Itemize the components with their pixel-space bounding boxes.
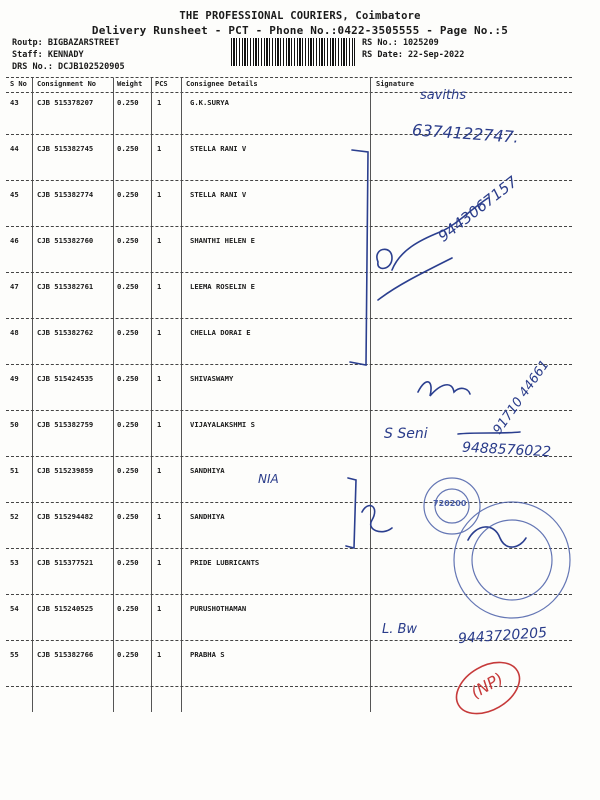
consignment-number: CJB 515382761 — [37, 282, 94, 291]
consignee-name: SANDHIYA — [190, 466, 225, 475]
consignment-number: CJB 515378207 — [37, 98, 94, 107]
handwritten-note: NIA — [258, 472, 279, 486]
weight-value: 0.250 — [117, 236, 139, 245]
consignment-number: CJB 515424535 — [37, 374, 94, 383]
consignment-number: CJB 515240525 — [37, 604, 94, 613]
handwritten-name: L. Bw — [382, 622, 418, 637]
weight-value: 0.250 — [117, 604, 139, 613]
pieces-count: 1 — [157, 190, 162, 199]
row-separator — [6, 594, 572, 595]
header-rule-top — [6, 77, 572, 78]
consignee-name: PURUSHOTHAMAN — [190, 604, 247, 613]
weight-value: 0.250 — [117, 512, 139, 521]
weight-value: 0.250 — [117, 374, 139, 383]
pieces-count: 1 — [157, 604, 162, 613]
pieces-count: 1 — [157, 144, 162, 153]
rs-date: RS Date: 22-Sep-2022 — [362, 50, 465, 60]
table-row — [0, 282, 600, 328]
pieces-count: 1 — [157, 512, 162, 521]
consignment-number: CJB 515294482 — [37, 512, 94, 521]
pieces-count: 1 — [157, 374, 162, 383]
consignment-number: CJB 515377521 — [37, 558, 94, 567]
handwritten-name: S Seni — [384, 426, 428, 442]
serial-number: 46 — [10, 236, 19, 245]
serial-number: 43 — [10, 98, 19, 107]
weight-value: 0.250 — [117, 190, 139, 199]
consignment-number: CJB 515382745 — [37, 144, 94, 153]
pieces-count: 1 — [157, 420, 162, 429]
serial-number: 49 — [10, 374, 19, 383]
pieces-count: 1 — [157, 650, 162, 659]
pieces-count: 1 — [157, 558, 162, 567]
drs-number: DRS No.: DCJB102520905 — [12, 62, 125, 72]
col-header-weight: Weight — [117, 80, 143, 88]
table-row — [0, 650, 600, 696]
barcode — [231, 38, 355, 66]
handwritten-note: (NP) — [467, 668, 507, 703]
consignment-number: CJB 515382760 — [37, 236, 94, 245]
staff-label: Staff: KENNADY — [12, 50, 84, 60]
runsheet-subtitle: Delivery Runsheet - PCT - Phone No.:0422-3505555 - Page No.:5 — [91, 24, 509, 37]
consignee-name: PRABHA S — [190, 650, 225, 659]
row-separator — [6, 410, 572, 411]
row-separator — [6, 226, 572, 227]
pieces-count: 1 — [157, 236, 162, 245]
consignment-number: CJB 515382766 — [37, 650, 94, 659]
serial-number: 53 — [10, 558, 19, 567]
consignee-name: LEEMA ROSELIN E — [190, 282, 255, 291]
consignment-number: CJB 515382762 — [37, 328, 94, 337]
consignee-name: G.K.SURYA — [190, 98, 229, 107]
pieces-count: 1 — [157, 282, 162, 291]
consignment-number: CJB 515239859 — [37, 466, 94, 475]
col-header-signature: Signature — [376, 80, 414, 88]
rs-number: RS No.: 1025209 — [362, 38, 439, 48]
weight-value: 0.250 — [117, 420, 139, 429]
weight-value: 0.250 — [117, 558, 139, 567]
handwritten-phone: 9488576022 — [461, 439, 552, 461]
pieces-count: 1 — [157, 466, 162, 475]
pieces-count: 1 — [157, 328, 162, 337]
col-header-consignee: Consignee Details — [186, 80, 258, 88]
weight-value: 0.250 — [117, 98, 139, 107]
weight-value: 0.250 — [117, 328, 139, 337]
table-row — [0, 466, 600, 512]
weight-value: 0.250 — [117, 144, 139, 153]
row-separator — [6, 180, 572, 181]
handwritten-name: saviths — [420, 88, 467, 103]
weight-value: 0.250 — [117, 466, 139, 475]
serial-number: 52 — [10, 512, 19, 521]
weight-value: 0.250 — [117, 282, 139, 291]
consignee-name: STELLA RANI V — [190, 144, 247, 153]
col-header-sno: S No — [10, 80, 27, 88]
route-label: Routp: BIGBAZARSTREET — [12, 38, 120, 48]
handwritten-phone: 91710 44661 — [490, 357, 553, 438]
consignee-name: CHELLA DORAI E — [190, 328, 251, 337]
serial-number: 55 — [10, 650, 19, 659]
serial-number: 51 — [10, 466, 19, 475]
company-title: THE PROFESSIONAL COURIERS, Coimbatore — [179, 10, 421, 22]
consignee-name: PRIDE LUBRICANTS — [190, 558, 260, 567]
consignment-number: CJB 515382774 — [37, 190, 94, 199]
stamp-text: 720200 — [433, 499, 467, 508]
table-row — [0, 328, 600, 374]
consignment-number: CJB 515382759 — [37, 420, 94, 429]
serial-number: 44 — [10, 144, 19, 153]
consignee-name: STELLA RANI V — [190, 190, 247, 199]
table-row — [0, 558, 600, 604]
serial-number: 48 — [10, 328, 19, 337]
serial-number: 45 — [10, 190, 19, 199]
handwritten-phone: 9443720205 — [457, 624, 548, 648]
col-header-pcs: PCS — [155, 80, 168, 88]
consignee-name: SANDHIYA — [190, 512, 225, 521]
consignee-name: SHANTHI HELEN E — [190, 236, 255, 245]
serial-number: 54 — [10, 604, 19, 613]
row-separator — [6, 318, 572, 319]
row-separator — [6, 272, 572, 273]
handwritten-phone: 9443067157 — [434, 172, 521, 246]
consignee-name: SHIVASWAMY — [190, 374, 234, 383]
col-header-consignment: Consignment No — [37, 80, 97, 88]
table-row — [0, 190, 600, 236]
table-row — [0, 236, 600, 282]
weight-value: 0.250 — [117, 650, 139, 659]
serial-number: 50 — [10, 420, 19, 429]
pieces-count: 1 — [157, 98, 162, 107]
row-separator — [6, 364, 572, 365]
row-separator — [6, 502, 572, 503]
table-row — [0, 512, 600, 558]
serial-number: 47 — [10, 282, 19, 291]
row-separator — [6, 548, 572, 549]
consignee-name: VIJAYALAKSHMI S — [190, 420, 255, 429]
header-rule-bottom — [6, 92, 572, 93]
handwritten-phone: 6374122747. — [411, 120, 520, 147]
